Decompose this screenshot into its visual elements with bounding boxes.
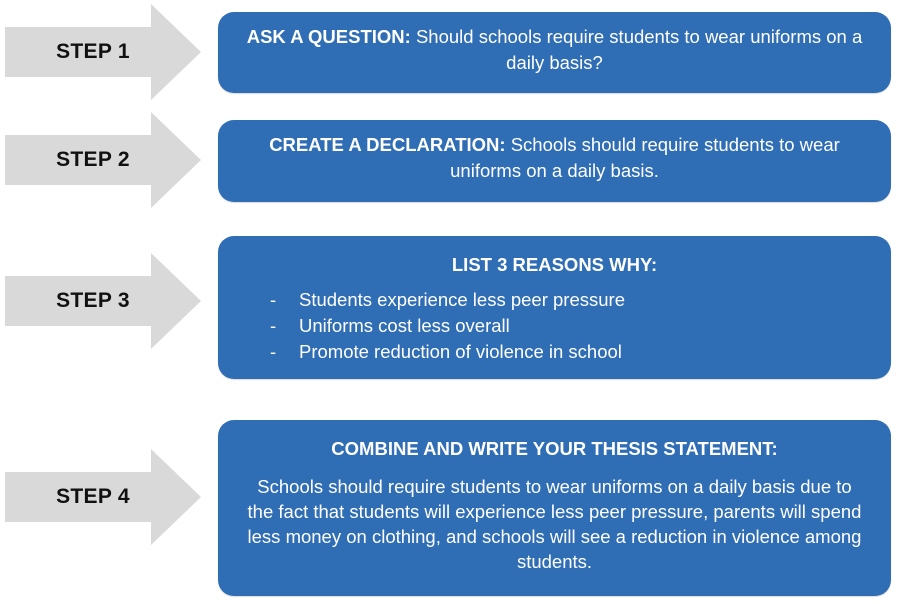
step-4-arrow [5, 449, 201, 545]
step-3-arrow [5, 253, 201, 349]
list-item [232, 313, 877, 339]
reasons-list [232, 287, 877, 365]
step-3-label: STEP 3 [56, 289, 130, 312]
step-4-box [218, 420, 891, 596]
step-3-heading: LIST 3 REASONS WHY: [451, 254, 658, 275]
step-2-box [218, 120, 891, 202]
reason-text: Students experience less peer pressure [299, 289, 625, 310]
reason-text: Promote reduction of violence in school [299, 341, 622, 362]
step-2-label: STEP 2 [56, 148, 130, 171]
step-2-arrow [5, 112, 201, 208]
step-3-box [218, 236, 891, 379]
dash-bullet: - [270, 289, 277, 310]
step-1-arrow [5, 4, 201, 100]
step-2-text: Schools should require students to wear uniforms on a daily basis. [450, 134, 840, 181]
dash-bullet: - [270, 341, 277, 362]
step-1-heading: ASK A QUESTION: [246, 26, 411, 47]
reason-text: Uniforms cost less overall [299, 315, 510, 336]
step-4-heading: COMBINE AND WRITE YOUR THESIS STATEMENT: [331, 438, 778, 459]
dash-bullet: - [270, 315, 277, 336]
step-2-heading: CREATE A DECLARATION: [269, 134, 506, 155]
step-1-box [218, 12, 891, 93]
list-item [232, 339, 877, 365]
step-4-label: STEP 4 [56, 485, 130, 508]
step-1-text: Should schools require students to wear uniforms on a daily basis? [410, 26, 863, 73]
thesis-statement: Schools should require students to wear uniforms on a daily basis due to the fact that students will experience less peer pressure, parents will spend less money on clothing, and schools will see a reduction in violence among students. [247, 476, 862, 572]
list-item [232, 287, 877, 313]
step-1-label: STEP 1 [56, 40, 130, 63]
